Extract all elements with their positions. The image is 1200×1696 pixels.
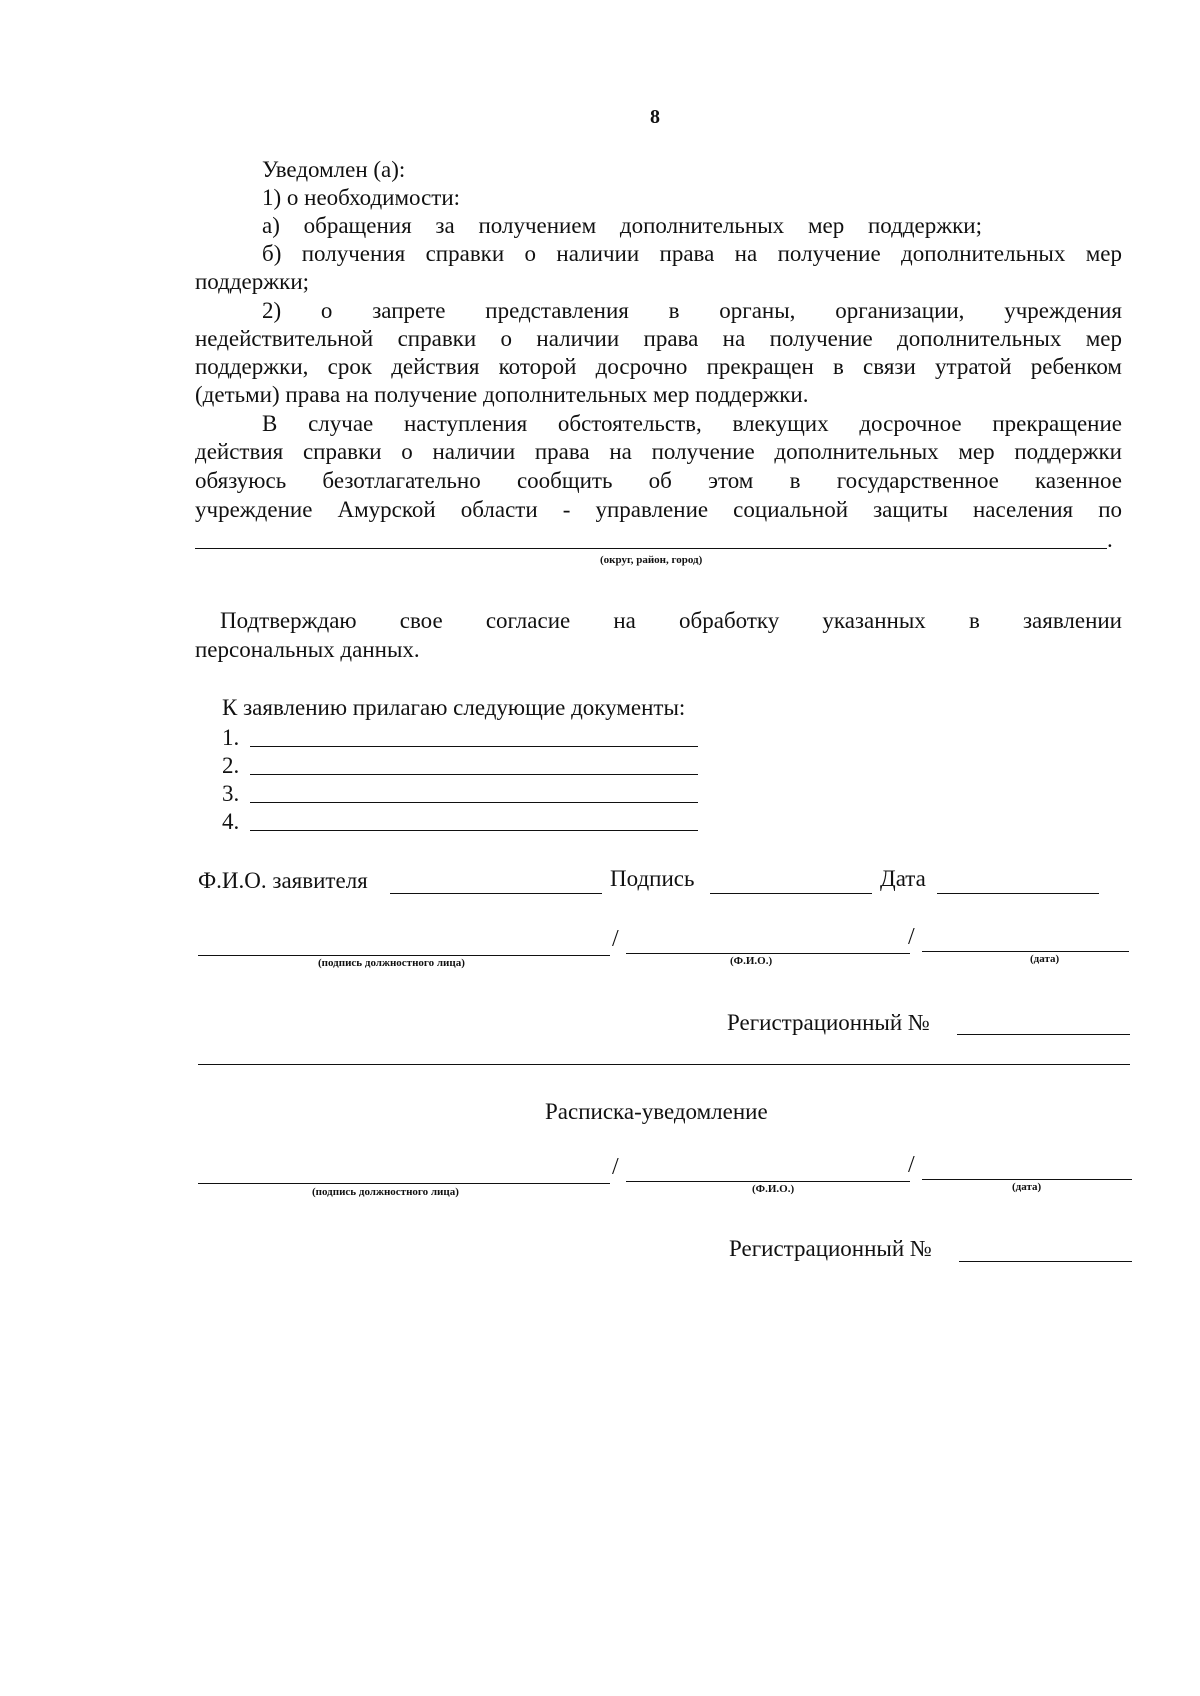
attachment-item-3 [222, 780, 239, 808]
section-separator [198, 1064, 1130, 1065]
attachment-line-4[interactable] [250, 830, 698, 831]
official1-date-caption: (дата) [1030, 953, 1060, 965]
notice-item-2-line3: поддержки, срок действия которой досрочно прекращен в связи утратой ребенком [195, 354, 1122, 379]
attachment-number: 2. [222, 753, 240, 778]
receipt-signature-caption: (подпись должностного лица) [312, 1186, 459, 1198]
applicant-signature-field[interactable] [710, 893, 872, 894]
applicant-fio-field[interactable] [390, 893, 602, 894]
applicant-date-label: Дата [880, 866, 926, 891]
official1-signature-caption: (подпись должностного лица) [318, 957, 465, 969]
receipt-reg-label: Регистрационный № [729, 1236, 932, 1261]
district-caption: (округ, район, город) [600, 554, 703, 566]
attachment-item-4 [222, 808, 239, 836]
receipt-signature-field[interactable] [198, 1183, 610, 1184]
district-line[interactable] [195, 548, 1107, 549]
attachment-number: 3. [222, 781, 240, 806]
notice-paragraph-line4: учреждение Амурской области - управление социальной защиты населения по [195, 497, 1122, 522]
notice-paragraph-line2: действия справки о наличии права на получение дополнительных мер поддержки [195, 439, 1122, 464]
notice-title: Уведомлен (а): [262, 157, 406, 182]
attachment-item-1 [222, 724, 239, 752]
consent-line2: персональных данных. [195, 637, 420, 662]
consent-line1: Подтверждаю свое согласие на обработку указанных в заявлении [220, 608, 1122, 633]
attachment-item-2 [222, 752, 239, 780]
official1-reg-label: Регистрационный № [727, 1010, 930, 1035]
attachment-line-3[interactable] [250, 802, 698, 803]
receipt-date-caption: (дата) [1012, 1181, 1042, 1193]
attachment-line-1[interactable] [250, 746, 698, 747]
applicant-fio-label: Ф.И.О. заявителя [198, 868, 368, 893]
official1-slash-1: / [612, 926, 619, 952]
official1-fio-caption: (Ф.И.О.) [730, 955, 773, 967]
receipt-reg-field[interactable] [959, 1261, 1132, 1262]
applicant-signature-label: Подпись [610, 866, 695, 891]
notice-paragraph-line3: обязуюсь безотлагательно сообщить об этом в государственное казенное [195, 468, 1122, 493]
official1-slash-2: / [908, 924, 915, 950]
notice-item-1b-line1: б) получения справки о наличии права на получение дополнительных мер [262, 241, 1122, 266]
attachment-number: 4. [222, 809, 240, 834]
receipt-fio-caption: (Ф.И.О.) [752, 1183, 795, 1195]
notice-item-2-line1: 2) о запрете представления в органы, организации, учреждения [262, 298, 1122, 323]
notice-item-1: 1) о необходимости: [262, 185, 461, 210]
receipt-title: Расписка-уведомление [545, 1099, 768, 1124]
notice-item-2-line2: недействительной справки о наличии права на получение дополнительных мер [195, 326, 1122, 351]
official1-date-field[interactable] [922, 951, 1129, 952]
attachment-line-2[interactable] [250, 774, 698, 775]
page-number: 8 [650, 106, 660, 128]
official1-signature-field[interactable] [198, 955, 610, 956]
receipt-slash-1: / [612, 1154, 619, 1180]
notice-paragraph-line1: В случае наступления обстоятельств, влекущих досрочное прекращение [262, 411, 1122, 436]
official1-reg-field[interactable] [957, 1034, 1130, 1035]
applicant-date-field[interactable] [937, 893, 1099, 894]
notice-item-1a: а) обращения за получением дополнительных мер поддержки; [262, 213, 982, 238]
notice-item-1b-line2: поддержки; [195, 269, 310, 294]
receipt-slash-2: / [908, 1152, 915, 1178]
attachment-number: 1. [222, 725, 240, 750]
official1-fio-field[interactable] [626, 953, 910, 954]
receipt-fio-field[interactable] [626, 1181, 910, 1182]
district-period: . [1107, 527, 1113, 552]
notice-item-2-line4: (детьми) права на получение дополнительных мер поддержки. [195, 382, 809, 407]
attachments-title: К заявлению прилагаю следующие документы: [222, 695, 686, 720]
receipt-date-field[interactable] [922, 1179, 1132, 1180]
